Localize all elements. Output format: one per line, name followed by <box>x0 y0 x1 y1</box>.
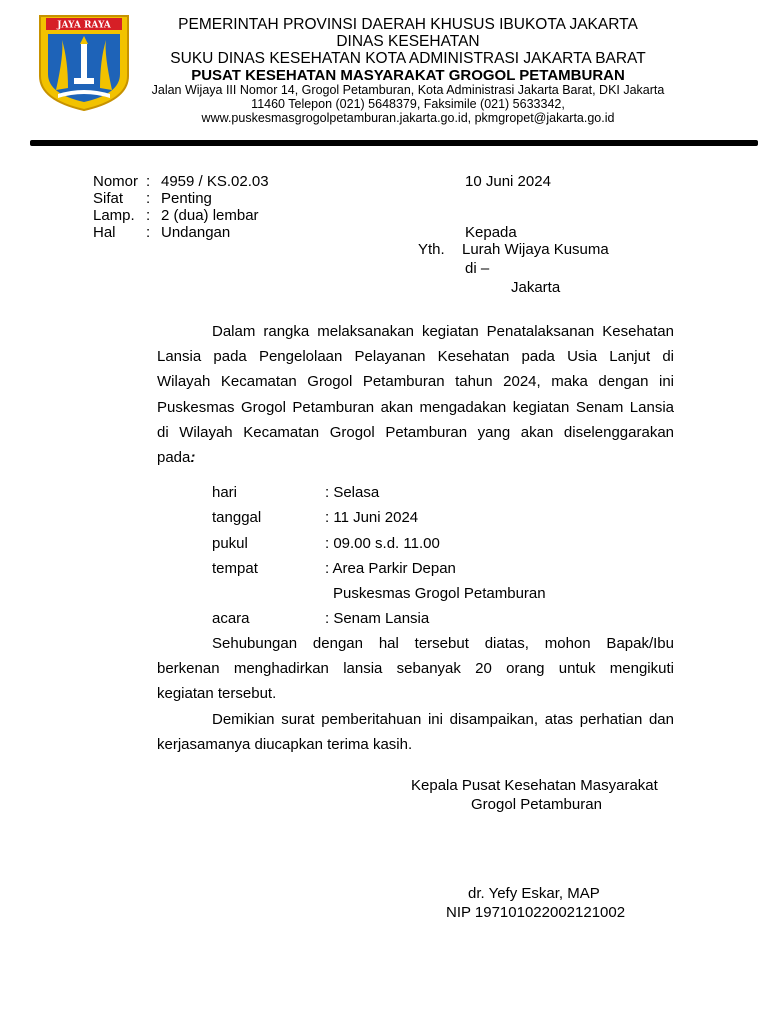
detail-value-hari: : Selasa <box>325 484 380 501</box>
svg-text:JAYA RAYA: JAYA RAYA <box>57 20 111 31</box>
paragraph-line: Lansia pada Pengelolaan Pelayanan Kesehatan pada Usia Lanjut di <box>157 348 674 366</box>
hal-value: Undangan <box>161 224 231 241</box>
paragraph-line: Wilayah Kecamatan Grogol Petamburan tahun 2024, maka dengan ini <box>157 373 674 391</box>
recipient-di: di – <box>465 260 490 277</box>
paragraph-line: kegiatan tersebut. <box>157 685 277 703</box>
signer-name: dr. Yefy Eskar, MAP <box>468 885 600 902</box>
hal-label: Hal <box>93 224 116 241</box>
detail-label-tanggal: tanggal <box>212 509 262 526</box>
recipient-kepada: Kepada <box>465 224 517 241</box>
letterhead-phone: 11460 Telepon (021) 5648379, Faksimile (021) 5633342, <box>251 97 565 111</box>
paragraph-word: pada <box>157 449 191 467</box>
letterhead-web-email: www.puskesmasgrogolpetamburan.jakarta.go.id, pkmgropet@jakarta.go.id <box>201 111 615 125</box>
paragraph-line: Puskesmas Grogol Petamburan akan mengadakan kegiatan Senam Lansia <box>157 398 674 416</box>
letterhead-line-1: PEMERINTAH PROVINSI DAERAH KHUSUS IBUKOTA JAKARTA <box>178 16 638 33</box>
paragraph-intro <box>157 319 674 470</box>
letterhead-divider <box>30 140 758 146</box>
paragraph-line: Demikian surat pemberitahuan ini disampaikan, atas perhatian dan <box>212 711 674 728</box>
letter-date: 10 Juni 2024 <box>465 173 551 190</box>
paragraph-line: Sehubungan dengan hal tersebut diatas, mohon Bapak/Ibu <box>212 635 674 652</box>
letterhead-line-2: DINAS KESEHATAN <box>336 33 480 50</box>
nomor-colon: : <box>146 173 151 190</box>
nomor-label: Nomor <box>93 173 139 190</box>
paragraph-request <box>157 631 674 707</box>
detail-value-acara: : Senam Lansia <box>325 610 430 627</box>
paragraph-line: berkenan menghadirkan lansia sebanyak 20 orang untuk mengikuti <box>157 660 674 678</box>
sifat-label: Sifat <box>93 190 124 207</box>
detail-value-tempat-cont: Puskesmas Grogol Petamburan <box>333 585 546 602</box>
letterhead-line-4: PUSAT KESEHATAN MASYARAKAT GROGOL PETAMBURAN <box>191 67 625 84</box>
paragraph-colon: : <box>190 449 196 467</box>
paragraph-closing <box>157 707 674 757</box>
lamp-colon: : <box>146 207 151 224</box>
signer-title-1: Kepala Pusat Kesehatan Masyarakat <box>411 777 658 794</box>
nomor-value: 4959 / KS.02.03 <box>161 173 269 190</box>
paragraph-line: di Wilayah Kecamatan Grogol Petamburan yang akan diselenggarakan <box>157 423 674 441</box>
sifat-colon: : <box>146 190 151 207</box>
lamp-value: 2 (dua) lembar <box>161 207 259 224</box>
sifat-value: Penting <box>161 190 212 207</box>
detail-label-tempat: tempat <box>212 560 258 577</box>
signer-nip: NIP 197101022002121002 <box>446 904 626 921</box>
recipient-name: Lurah Wijaya Kusuma <box>462 241 609 258</box>
paragraph-line <box>157 445 674 470</box>
letterhead-line-3: SUKU DINAS KESEHATAN KOTA ADMINISTRASI JAKARTA BARAT <box>170 50 646 67</box>
signer-title-2: Grogol Petamburan <box>471 796 602 813</box>
recipient-city: Jakarta <box>511 279 561 296</box>
lamp-label: Lamp. <box>93 207 135 224</box>
jakarta-emblem-logo <box>38 14 130 112</box>
detail-value-pukul: : 09.00 s.d. 11.00 <box>325 535 440 552</box>
paragraph-line: Dalam rangka melaksanakan kegiatan Penatalaksanan Kesehatan <box>212 323 674 340</box>
detail-value-tanggal: : 11 Juni 2024 <box>325 509 419 526</box>
detail-label-hari: hari <box>212 484 238 501</box>
paragraph-line: kerjasamanya diucapkan terima kasih. <box>157 736 413 754</box>
detail-label-acara: acara <box>212 610 250 627</box>
detail-value-tempat: : Area Parkir Depan <box>325 560 456 577</box>
detail-label-pukul: pukul <box>212 535 248 552</box>
hal-colon: : <box>146 224 151 241</box>
letterhead-address: Jalan Wijaya III Nomor 14, Grogol Petamburan, Kota Administrasi Jakarta Barat, DKI Jakarta <box>151 83 665 97</box>
recipient-yth: Yth. <box>418 241 445 258</box>
